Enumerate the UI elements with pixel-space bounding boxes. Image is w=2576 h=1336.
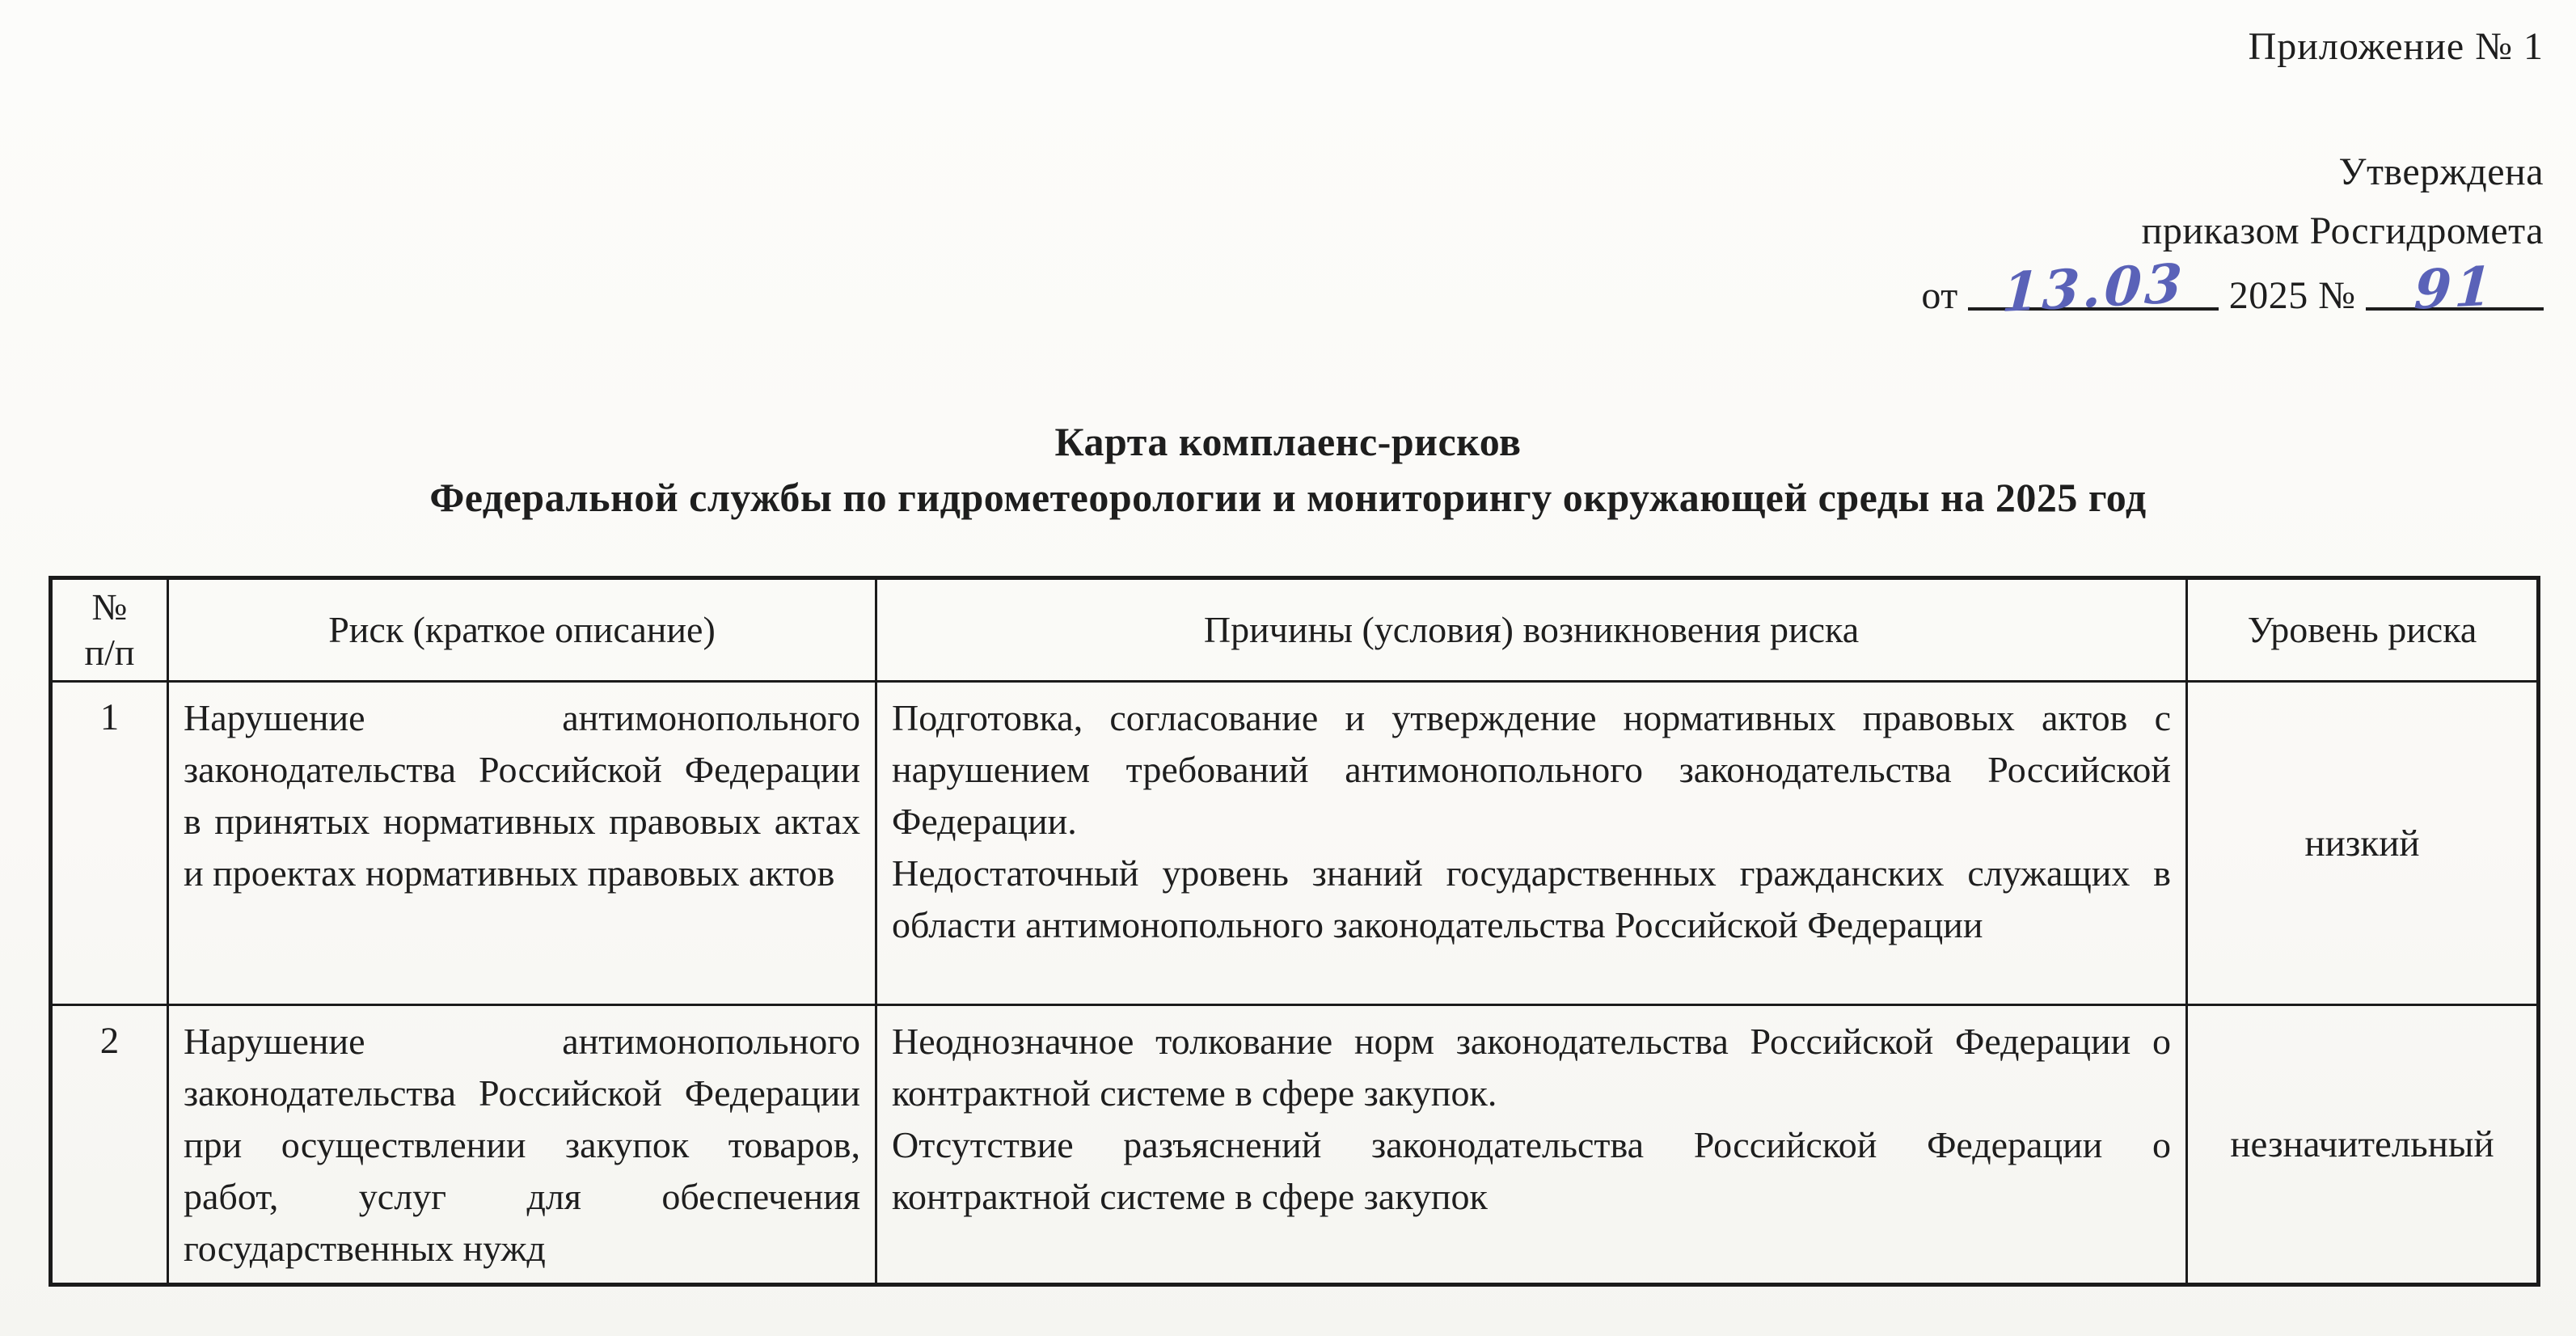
table-row [51,1005,2539,1285]
risk-causes-cell [876,682,2187,1005]
title-line-1: Карта комплаенс-рисков [1054,419,1522,464]
approval-line-order: приказом Росгидромета [2141,209,2544,252]
col-header-num-line2: п/п [84,632,135,673]
col-header-num-line1: № [91,586,128,628]
table-header-row [51,578,2539,682]
risk-level-cell: незначительный [2187,1005,2539,1285]
document-title [0,414,2576,526]
year-and-number-label: 2025 № [2228,274,2356,317]
cause-paragraph: Неоднозначное толкование норм законодательства Российской Федерации о контрактной системе в сфере закупок. [892,1021,2171,1114]
compliance-risk-table [49,576,2540,1287]
handwritten-date: 13.03 [2000,251,2187,325]
cause-paragraph: Недостаточный уровень знаний государственных гражданских служащих в области антимонопольного законодательства Российской Федерации [892,852,2171,945]
table-row [51,682,2539,1005]
handwritten-number: 91 [2413,254,2497,322]
col-header-causes: Причины (условия) возникновения риска [876,578,2187,682]
risk-description-cell: Нарушение антимонопольного законодательства Российской Федерации при осуществлении закупок товаров, работ, услуг для обеспечения государственных нужд [168,1005,876,1285]
risk-description-cell: Нарушение антимонопольного законодательства Российской Федерации в принятых нормативных правовых актах и проектах нормативных правовых актов [168,682,876,1005]
approval-date-line [1921,251,2544,325]
approval-block [1921,142,2544,325]
col-header-num [51,578,168,682]
appendix-label: Приложение № 1 [2248,25,2544,68]
risk-level-cell: низкий [2187,682,2539,1005]
title-line-2: Федеральной службы по гидрометеорологии и мониторингу окружающей среды на 2025 год [429,475,2147,520]
row-number: 2 [51,1005,168,1285]
risk-causes-cell [876,1005,2187,1285]
cause-paragraph: Отсутствие разъяснений законодательства Российской Федерации о контрактной системе в сфере закупок [892,1124,2171,1217]
number-blank-underline [2366,254,2544,322]
cause-paragraph: Подготовка, согласование и утверждение нормативных правовых актов с нарушением требований антимонопольного законодательства Российской Федерации. [892,697,2171,842]
approval-line-approved: Утверждена [2338,150,2544,193]
row-number: 1 [51,682,168,1005]
date-prefix: от [1921,274,1958,317]
col-header-level: Уровень риска [2187,578,2539,682]
col-header-risk: Риск (краткое описание) [168,578,876,682]
date-blank-underline [1968,251,2219,325]
